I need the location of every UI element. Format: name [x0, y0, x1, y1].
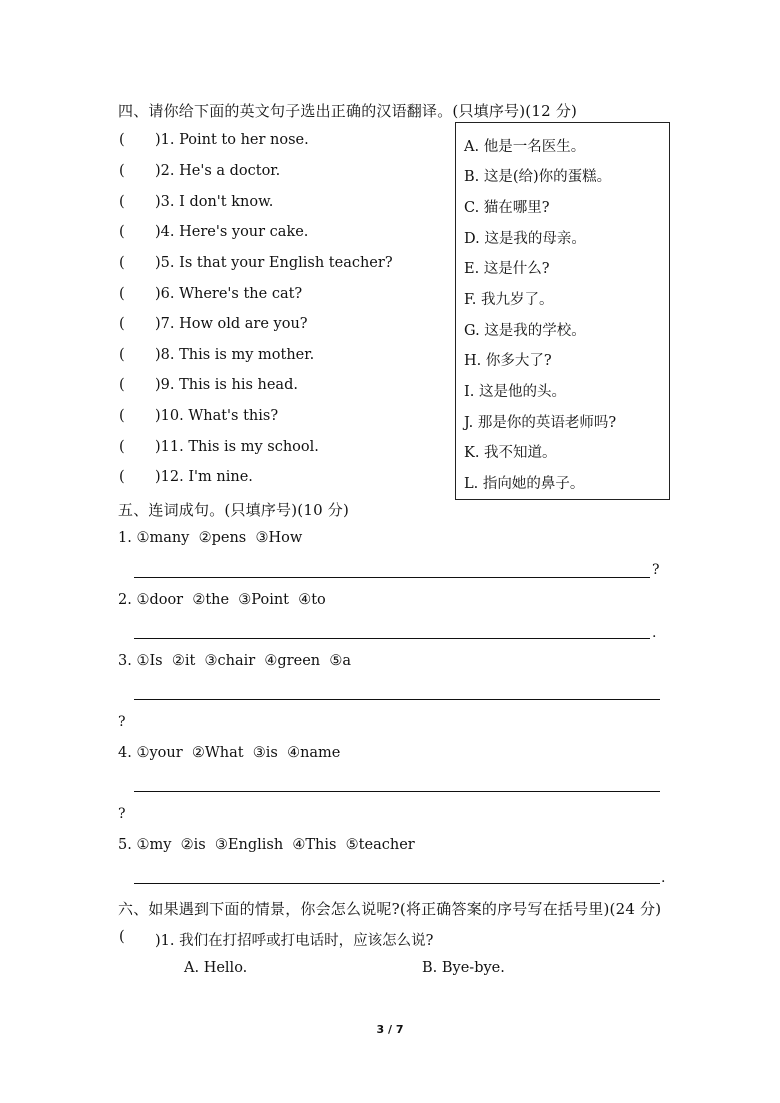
- answer-paren[interactable]: (: [119, 286, 125, 302]
- answer-paren[interactable]: (: [119, 408, 125, 424]
- option-l: L. 指向她的鼻子。: [464, 476, 585, 492]
- option-h: H. 你多大了?: [464, 353, 552, 369]
- question-12: )12. I'm nine.: [155, 469, 253, 485]
- question-5: )5. Is that your English teacher?: [155, 255, 393, 271]
- option-c: C. 猫在哪里?: [464, 200, 550, 216]
- answer-paren[interactable]: (: [119, 163, 125, 179]
- answer-paren[interactable]: (: [119, 929, 125, 945]
- answer-paren[interactable]: (: [119, 377, 125, 393]
- answer-paren[interactable]: (: [119, 469, 125, 485]
- answer-paren[interactable]: (: [119, 439, 125, 455]
- question-6: )6. Where's the cat?: [155, 286, 303, 302]
- question-10: )10. What's this?: [155, 408, 279, 424]
- question-1: )1. Point to her nose.: [155, 132, 309, 148]
- question-7: )7. How old are you?: [155, 316, 308, 332]
- option-b: B. 这是(给)你的蛋糕。: [464, 169, 612, 185]
- section-6-title: 六、如果遇到下面的情景，你会怎么说呢?(将正确答案的序号写在括号里)(24 分): [118, 900, 662, 918]
- answer-line[interactable]: [134, 699, 660, 700]
- section-5-title: 五、连词成句。(只填序号)(10 分): [118, 501, 350, 519]
- end-punctuation: ?: [118, 714, 126, 730]
- question-8: )8. This is my mother.: [155, 347, 315, 363]
- option-f: F. 我九岁了。: [464, 292, 554, 308]
- reorder-item-2: 2. ①door ②the ③Point ④to: [118, 592, 326, 608]
- option-d: D. 这是我的母亲。: [464, 231, 586, 247]
- answer-paren[interactable]: (: [119, 132, 125, 148]
- option-a: A. 他是一名医生。: [464, 139, 586, 155]
- option-g: G. 这是我的学校。: [464, 323, 586, 339]
- option-j: J. 那是你的英语老师吗?: [464, 415, 617, 431]
- reorder-item-4: 4. ①your ②What ③is ④name: [118, 745, 341, 761]
- option-i: I. 这是他的头。: [464, 384, 566, 400]
- answer-line[interactable]: [134, 638, 650, 639]
- choice-a: A. Hello.: [184, 960, 248, 976]
- question-2: )2. He's a doctor.: [155, 163, 281, 179]
- reorder-item-3: 3. ①Is ②it ③chair ④green ⑤a: [118, 653, 351, 669]
- answer-paren[interactable]: (: [119, 316, 125, 332]
- choice-b: B. Bye-bye.: [422, 960, 505, 976]
- end-punctuation: .: [652, 625, 657, 641]
- end-punctuation: ?: [652, 562, 660, 578]
- end-punctuation: ?: [118, 806, 126, 822]
- page-number: 3 / 7: [376, 1023, 404, 1036]
- section-4-title: 四、请你给下面的英文句子选出正确的汉语翻译。(只填序号)(12 分): [118, 102, 578, 120]
- answer-paren[interactable]: (: [119, 224, 125, 240]
- translation-options-box: [455, 122, 670, 500]
- answer-line[interactable]: [134, 883, 660, 884]
- answer-paren[interactable]: (: [119, 255, 125, 271]
- reorder-item-1: 1. ①many ②pens ③How: [118, 530, 303, 546]
- question-3: )3. I don't know.: [155, 194, 274, 210]
- situation-question-1: )1. 我们在打招呼或打电话时，应该怎么说?: [155, 933, 434, 949]
- answer-paren[interactable]: (: [119, 194, 125, 210]
- answer-line[interactable]: [134, 577, 650, 578]
- question-9: )9. This is his head.: [155, 377, 298, 393]
- question-4: )4. Here's your cake.: [155, 224, 309, 240]
- option-k: K. 我不知道。: [464, 445, 557, 461]
- answer-line[interactable]: [134, 791, 660, 792]
- question-11: )11. This is my school.: [155, 439, 319, 455]
- option-e: E. 这是什么?: [464, 261, 550, 277]
- answer-paren[interactable]: (: [119, 347, 125, 363]
- end-punctuation: .: [661, 870, 666, 886]
- reorder-item-5: 5. ①my ②is ③English ④This ⑤teacher: [118, 837, 415, 853]
